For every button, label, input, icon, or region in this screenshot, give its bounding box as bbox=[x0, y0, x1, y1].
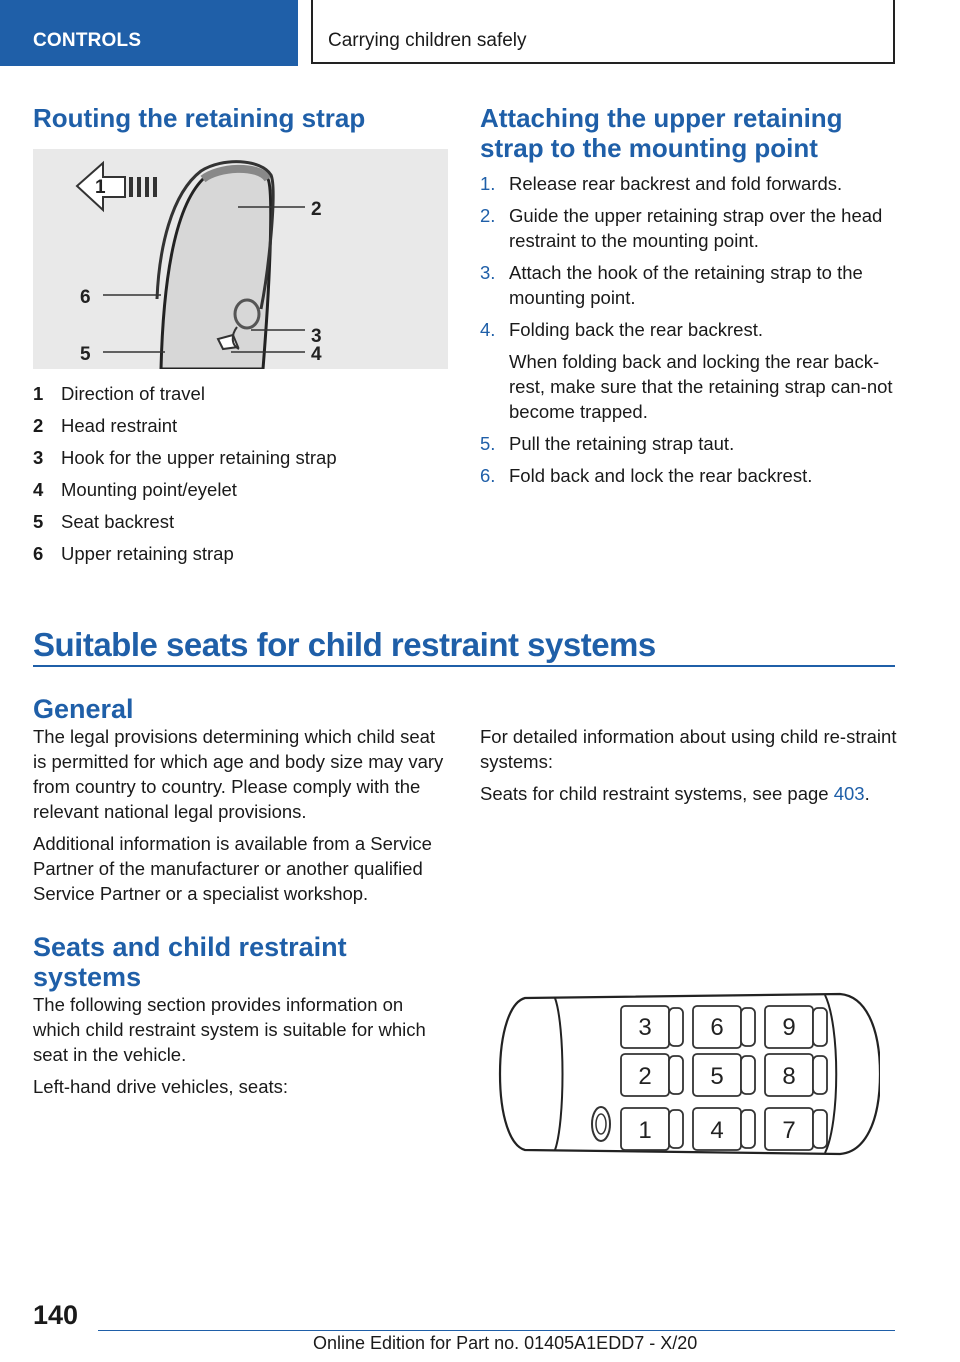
seats-heading: Seats and child restraint systems bbox=[33, 932, 347, 992]
detail-paragraph: For detailed information about using child re-straint systems: bbox=[480, 726, 897, 772]
seat-number: 7 bbox=[782, 1117, 796, 1144]
attaching-section bbox=[480, 103, 898, 495]
general-section bbox=[33, 694, 448, 913]
seat-number: 8 bbox=[782, 1063, 796, 1090]
reference-suffix: . bbox=[864, 783, 870, 804]
legend-number: 3 bbox=[33, 447, 44, 468]
reference-text: Seats for child restraint systems, see page bbox=[480, 783, 834, 804]
seat-number: 4 bbox=[710, 1117, 724, 1144]
legend-number: 4 bbox=[33, 479, 44, 500]
figure-label-4: 4 bbox=[311, 344, 322, 365]
step-text: Attach the hook of the retaining strap to the mounting point. bbox=[509, 262, 863, 308]
legend-text: Mounting point/eyelet bbox=[61, 479, 237, 500]
seat-number: 3 bbox=[638, 1014, 652, 1041]
step-text: Folding back the rear backrest. bbox=[509, 319, 763, 340]
section-tab: CONTROLS bbox=[0, 0, 298, 66]
general-heading: General bbox=[33, 694, 134, 724]
step-number: 5. bbox=[480, 433, 496, 454]
attaching-heading: Attaching the upper retaining strap to the mounting point bbox=[480, 103, 843, 163]
legend-item bbox=[33, 381, 448, 406]
footer-rule bbox=[98, 1330, 895, 1331]
section-heading: Suitable seats for child restraint systems bbox=[33, 626, 656, 663]
vehicle-seats-illustration bbox=[495, 986, 880, 1162]
legend-item bbox=[33, 509, 448, 534]
figure-label-1: 1 bbox=[95, 177, 106, 198]
seat-number: 1 bbox=[638, 1117, 652, 1144]
legend-text: Direction of travel bbox=[61, 383, 205, 404]
legend-number: 1 bbox=[33, 383, 44, 404]
chapter-title: Carrying children safely bbox=[311, 0, 895, 64]
legend-text: Hook for the upper retaining strap bbox=[61, 447, 337, 468]
figure-label-5: 5 bbox=[80, 344, 91, 365]
routing-legend bbox=[33, 381, 448, 573]
section-rule bbox=[33, 665, 895, 667]
seat-number: 6 bbox=[710, 1014, 724, 1041]
step-note: When folding back and locking the rear back-rest, make sure that the retaining strap can-not become trapped. bbox=[509, 351, 893, 422]
seats-paragraph-1: The following section provides information on which child restraint system is suitable for which seat in the vehicle. bbox=[33, 994, 426, 1065]
page-link[interactable]: 403 bbox=[833, 783, 865, 804]
step-text: Guide the upper retaining strap over the head restraint to the mounting point. bbox=[509, 205, 883, 251]
page-number: 140 bbox=[33, 1300, 79, 1330]
step-number: 4. bbox=[480, 319, 496, 340]
general-paragraph-1: The legal provisions determining which child seat is permitted for which age and body size may vary from country to country. Please comply with the relevant national legal provisions. bbox=[33, 726, 444, 822]
step-text: Fold back and lock the rear backrest. bbox=[509, 465, 813, 486]
step-number: 3. bbox=[480, 262, 496, 283]
step-item bbox=[480, 431, 898, 456]
legend-item bbox=[33, 541, 448, 566]
legend-number: 6 bbox=[33, 543, 44, 564]
legend-number: 2 bbox=[33, 415, 44, 436]
step-item bbox=[480, 171, 898, 196]
legend-item bbox=[33, 445, 448, 470]
general-right bbox=[480, 724, 898, 813]
step-item bbox=[480, 463, 898, 488]
reference-paragraph bbox=[480, 781, 898, 806]
step-text: Release rear backrest and fold forwards. bbox=[509, 173, 843, 194]
seats-paragraph-2: Left-hand drive vehicles, seats: bbox=[33, 1076, 289, 1097]
seat-layout-diagram bbox=[495, 986, 880, 1162]
step-text: Pull the retaining strap taut. bbox=[509, 433, 735, 454]
head-restraint-illustration bbox=[33, 149, 448, 369]
step-item bbox=[480, 260, 898, 310]
step-item bbox=[480, 317, 898, 342]
legend-text: Head restraint bbox=[61, 415, 178, 436]
figure-label-3: 3 bbox=[311, 326, 322, 347]
figure-label-2: 2 bbox=[311, 199, 322, 220]
seat-number: 2 bbox=[638, 1063, 652, 1090]
step-number: 2. bbox=[480, 205, 496, 226]
seats-section bbox=[33, 932, 448, 1106]
routing-section bbox=[33, 103, 448, 133]
step-number: 1. bbox=[480, 173, 496, 194]
legend-item bbox=[33, 477, 448, 502]
legend-item bbox=[33, 413, 448, 438]
step-number: 6. bbox=[480, 465, 496, 486]
legend-text: Seat backrest bbox=[61, 511, 175, 532]
retaining-strap-figure bbox=[33, 149, 448, 369]
general-paragraph-2: Additional information is available from a Service Partner of the manufacturer or another qualified Service Partner or a specialist workshop. bbox=[33, 833, 432, 904]
figure-label-6: 6 bbox=[80, 287, 91, 308]
seat-number: 5 bbox=[710, 1063, 724, 1090]
legend-number: 5 bbox=[33, 511, 44, 532]
legend-text: Upper retaining strap bbox=[61, 543, 234, 564]
routing-heading: Routing the retaining strap bbox=[33, 103, 366, 133]
seat-number: 9 bbox=[782, 1014, 796, 1041]
edition-info: Online Edition for Part no. 01405A1EDD7 - X/20 bbox=[313, 1333, 698, 1353]
step-item bbox=[480, 203, 898, 253]
